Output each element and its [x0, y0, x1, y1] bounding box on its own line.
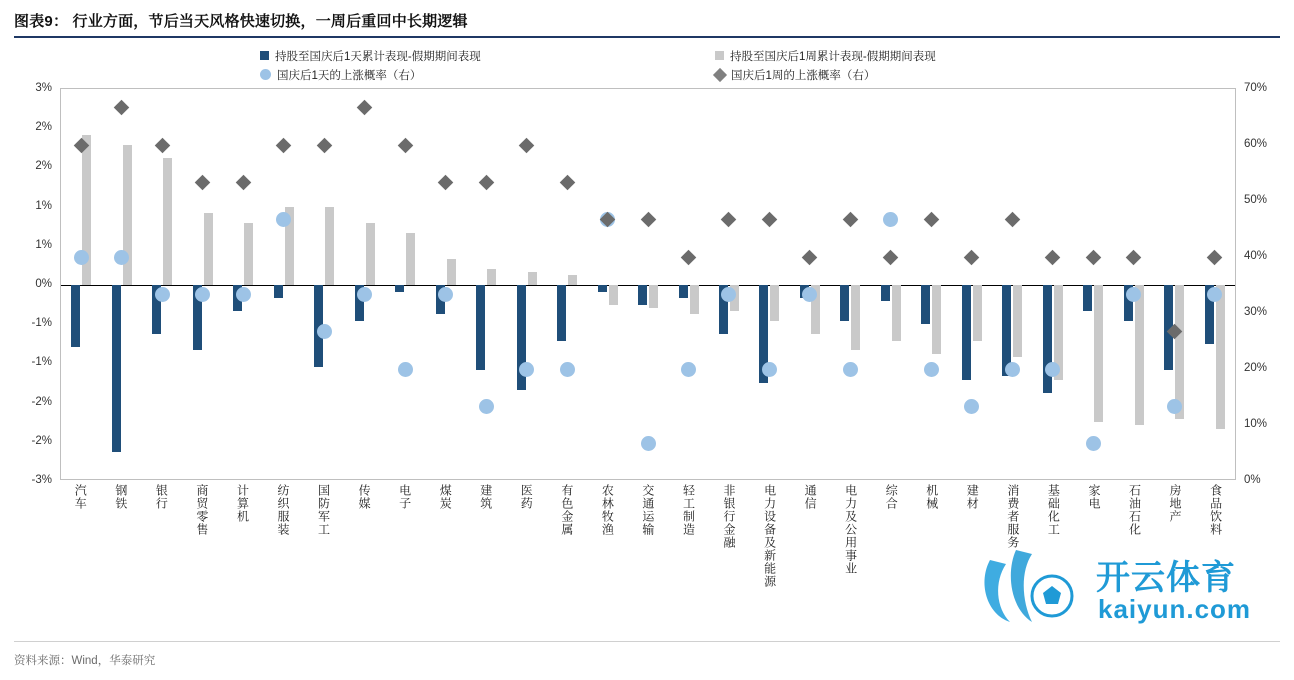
marker-prob-day1	[964, 399, 979, 414]
chart-column	[1154, 89, 1194, 479]
bar-week1	[204, 213, 213, 285]
x-axis-label-text: 煤炭	[438, 484, 453, 510]
y-tick-label: -2%	[31, 434, 52, 447]
marker-prob-day1	[1045, 362, 1060, 377]
y2-tick-label: 20%	[1244, 362, 1268, 374]
plot-canvas	[60, 88, 1236, 480]
x-axis-label-text: 汽车	[73, 484, 88, 510]
square-navy-icon	[260, 51, 269, 60]
marker-prob-week1	[721, 212, 737, 228]
bar-day1	[112, 285, 121, 452]
title-divider	[14, 36, 1280, 38]
y-tick-label: -2%	[31, 395, 52, 408]
bar-week1	[406, 233, 415, 285]
marker-prob-week1	[1086, 249, 1102, 265]
y2-tick-label: 30%	[1244, 306, 1268, 318]
chart-column	[506, 89, 546, 479]
marker-prob-week1	[397, 137, 413, 153]
bar-day1	[71, 285, 80, 347]
x-axis-label-text: 食品饮料	[1208, 484, 1223, 536]
marker-prob-day1	[195, 287, 210, 302]
marker-prob-day1	[317, 324, 332, 339]
chart-column	[304, 89, 344, 479]
bar-week1	[163, 158, 172, 285]
bar-week1	[690, 285, 699, 314]
chart-column	[1114, 89, 1154, 479]
x-axis-label-text: 通信	[803, 484, 818, 510]
y-tick-label: 2%	[35, 160, 52, 173]
bar-day1	[881, 285, 890, 301]
y-axis-left	[14, 82, 58, 486]
y2-tick-label: 0%	[1244, 474, 1261, 486]
y-tick-label: 2%	[35, 121, 52, 134]
y2-tick-label: 50%	[1244, 194, 1268, 206]
bar-day1	[921, 285, 930, 324]
chart-column	[61, 89, 101, 479]
chart-column	[142, 89, 182, 479]
bar-week1	[892, 285, 901, 341]
chart-column	[911, 89, 951, 479]
marker-prob-day1	[681, 362, 696, 377]
y-tick-label: -1%	[31, 356, 52, 369]
x-axis-label-text: 农林牧渔	[600, 484, 615, 536]
y-tick-label: -1%	[31, 317, 52, 330]
bar-day1	[557, 285, 566, 341]
marker-prob-day1	[519, 362, 534, 377]
marker-prob-day1	[155, 287, 170, 302]
bar-week1	[366, 223, 375, 285]
legend-item-1	[715, 48, 936, 64]
chart-column	[223, 89, 263, 479]
marker-prob-week1	[235, 175, 251, 191]
marker-prob-week1	[640, 212, 656, 228]
y-tick-label: 3%	[35, 82, 52, 94]
bar-week1	[1216, 285, 1225, 429]
marker-prob-week1	[316, 137, 332, 153]
series-columns	[61, 89, 1235, 479]
legend-item-0	[260, 48, 715, 64]
x-axis-label-text: 电力设备及新能源	[762, 484, 777, 588]
chart-column	[790, 89, 830, 479]
marker-prob-week1	[559, 175, 575, 191]
marker-prob-day1	[641, 436, 656, 451]
marker-prob-day1	[236, 287, 251, 302]
x-axis-label-text: 房地产	[1168, 484, 1183, 523]
bar-day1	[395, 285, 404, 292]
marker-prob-week1	[1126, 249, 1142, 265]
marker-prob-day1	[843, 362, 858, 377]
x-axis-label-text: 电力及公用事业	[843, 484, 858, 575]
x-axis-label-text: 纺织服装	[276, 484, 290, 536]
bar-day1	[1043, 285, 1052, 393]
bar-week1	[609, 285, 618, 305]
x-axis-label-text: 钢铁	[113, 484, 128, 510]
bar-week1	[932, 285, 941, 354]
marker-prob-week1	[1045, 249, 1061, 265]
watermark-brand: 开云体育	[1096, 559, 1236, 597]
bar-day1	[962, 285, 971, 380]
marker-prob-day1	[560, 362, 575, 377]
bar-week1	[528, 272, 537, 285]
x-axis-label-text: 医药	[519, 484, 534, 510]
y2-tick-label: 40%	[1244, 250, 1268, 262]
marker-prob-day1	[762, 362, 777, 377]
chart-column	[344, 89, 384, 479]
marker-prob-week1	[438, 175, 454, 191]
x-axis-label-text: 有色金属	[559, 484, 574, 536]
source-note: 资料来源：Wind，华泰研究	[14, 655, 156, 667]
bar-week1	[568, 275, 577, 285]
bar-day1	[840, 285, 849, 321]
marker-prob-day1	[883, 212, 898, 227]
legend-label: 持股至国庆后1周累计表现-假期期间表现	[730, 50, 936, 63]
marker-prob-day1	[398, 362, 413, 377]
marker-prob-week1	[802, 249, 818, 265]
chart-column	[101, 89, 141, 479]
x-axis-label-text: 电子	[397, 484, 412, 510]
chart-column	[628, 89, 668, 479]
legend-label: 国庆后1天的上涨概率（右）	[277, 69, 422, 82]
bar-week1	[325, 207, 334, 285]
chart-column	[466, 89, 506, 479]
marker-prob-week1	[114, 100, 130, 116]
diamond-gray-icon	[713, 67, 727, 81]
marker-prob-week1	[154, 137, 170, 153]
marker-prob-week1	[924, 212, 940, 228]
legend-label: 持股至国庆后1天累计表现-假期期间表现	[275, 50, 481, 63]
marker-prob-day1	[438, 287, 453, 302]
marker-prob-week1	[276, 137, 292, 153]
chart-column	[668, 89, 708, 479]
marker-prob-week1	[681, 249, 697, 265]
x-axis-label-text: 非银行金融	[722, 484, 737, 549]
chart-column	[547, 89, 587, 479]
chart-column	[709, 89, 749, 479]
marker-prob-week1	[883, 249, 899, 265]
marker-prob-day1	[1167, 399, 1182, 414]
bar-day1	[598, 285, 607, 292]
chart-column	[425, 89, 465, 479]
y-tick-label: 1%	[35, 199, 52, 212]
marker-prob-week1	[964, 249, 980, 265]
chart-column	[587, 89, 627, 479]
bar-week1	[851, 285, 860, 350]
marker-prob-day1	[114, 250, 129, 265]
x-axis-label-text: 建筑	[478, 484, 493, 510]
x-axis-label-text: 基础化工	[1046, 484, 1061, 536]
watermark-domain: kaiyun.com	[1098, 594, 1252, 624]
y2-tick-label: 70%	[1244, 82, 1268, 94]
y-tick-label: 0%	[35, 278, 52, 290]
x-axis-label-text: 商贸零售	[194, 484, 209, 536]
marker-prob-week1	[519, 137, 535, 153]
circle-blue-icon	[260, 69, 271, 80]
x-axis-label-text: 银行	[154, 484, 169, 510]
x-axis-label-text: 建材	[965, 484, 980, 510]
page-title: 图表9： 行业方面，节后当天风格快速切换，一周后重回中长期逻辑	[14, 13, 468, 30]
y-tick-label: 1%	[35, 238, 52, 251]
bar-day1	[274, 285, 283, 298]
marker-prob-week1	[1207, 249, 1223, 265]
marker-prob-week1	[357, 100, 373, 116]
chart-legend	[260, 46, 1050, 84]
x-axis-label-text: 交通运输	[640, 484, 655, 536]
marker-prob-week1	[1005, 212, 1021, 228]
chart-column	[1033, 89, 1073, 479]
chart-column	[1195, 89, 1235, 479]
x-axis-label-text: 综合	[884, 484, 899, 510]
bar-day1	[476, 285, 485, 370]
x-axis-label-text: 传媒	[357, 484, 372, 510]
y2-tick-label: 60%	[1244, 138, 1268, 150]
chart-column	[263, 89, 303, 479]
marker-prob-week1	[762, 212, 778, 228]
legend-item-3	[715, 67, 875, 83]
x-axis-label-text: 石油石化	[1127, 484, 1142, 536]
y-axis-right	[1238, 82, 1280, 486]
bar-week1	[487, 269, 496, 285]
square-gray-icon	[715, 51, 724, 60]
marker-prob-day1	[357, 287, 372, 302]
marker-prob-day1	[479, 399, 494, 414]
chart-column	[749, 89, 789, 479]
x-axis-label-text: 家电	[1086, 484, 1101, 510]
bar-week1	[1094, 285, 1103, 422]
bar-week1	[770, 285, 779, 321]
chart-column	[871, 89, 911, 479]
x-axis-label-text: 轻工制造	[681, 484, 696, 536]
x-axis-label-text: 消费者服务	[1005, 484, 1020, 549]
chart-column	[952, 89, 992, 479]
bar-day1	[679, 285, 688, 298]
footer-divider	[14, 641, 1280, 642]
legend-label: 国庆后1周的上涨概率（右）	[731, 69, 876, 82]
legend-item-2	[260, 67, 715, 83]
bar-week1	[447, 259, 456, 285]
chart-column	[385, 89, 425, 479]
y2-tick-label: 10%	[1244, 418, 1268, 430]
y-tick-label: -3%	[31, 474, 52, 486]
chart-column	[830, 89, 870, 479]
bar-week1	[1013, 285, 1022, 357]
bar-day1	[1083, 285, 1092, 311]
bar-week1	[244, 223, 253, 285]
marker-prob-day1	[924, 362, 939, 377]
bar-week1	[973, 285, 982, 341]
marker-prob-week1	[478, 175, 494, 191]
bar-week1	[1135, 285, 1144, 425]
chart-title	[14, 10, 1280, 38]
bar-day1	[638, 285, 647, 305]
marker-prob-day1	[1005, 362, 1020, 377]
marker-prob-week1	[195, 175, 211, 191]
marker-prob-day1	[74, 250, 89, 265]
marker-prob-week1	[843, 212, 859, 228]
marker-prob-day1	[1086, 436, 1101, 451]
x-axis-label-text: 机械	[924, 484, 939, 510]
x-axis-label-text: 国防军工	[316, 484, 331, 536]
bar-week1	[649, 285, 658, 308]
x-axis-label-text: 计算机	[235, 484, 250, 523]
chart-column	[1073, 89, 1113, 479]
chart-column	[182, 89, 222, 479]
chart-column	[992, 89, 1032, 479]
